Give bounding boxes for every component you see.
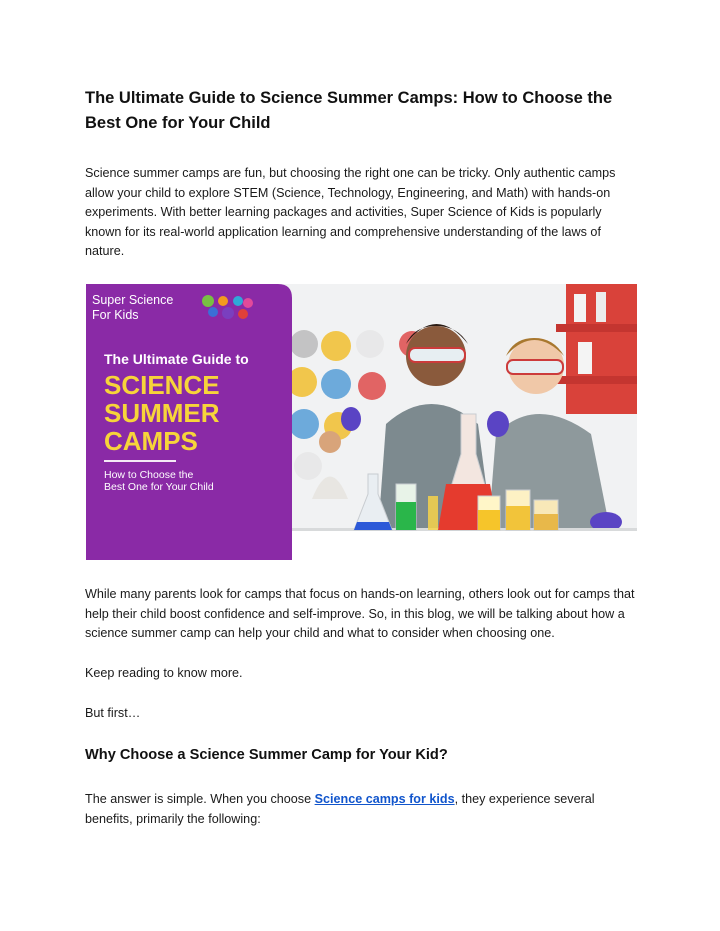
science-camps-link[interactable]: Science camps for kids xyxy=(314,792,455,806)
banner-brand-line2: For Kids xyxy=(92,308,139,322)
banner-big-line2: SUMMER xyxy=(104,398,220,428)
body-paragraph-4: But first… xyxy=(85,706,141,720)
hero-image xyxy=(86,284,637,560)
paragraph-5-text-after: , they experience several benefits, primarily the following: xyxy=(85,792,595,826)
banner-sub-line2: Best One for Your Child xyxy=(104,481,214,493)
body-paragraph-3: Keep reading to know more. xyxy=(85,666,243,680)
intro-paragraph: Science summer camps are fun, but choosing the right one can be tricky. Only authentic camps allow your child to explore STEM (Science, Technology, Engineering, and Math) with hands-on experiments. With better learning packages and activities, Super Science of Kids is popularly known for its real-world application learning and comprehensive understanding of the laws of nature. xyxy=(85,166,616,259)
paragraph-5-text-before: The answer is simple. When you choose xyxy=(85,792,315,806)
banner-big-line1: SCIENCE xyxy=(104,370,220,400)
page-title: The Ultimate Guide to Science Summer Camps: How to Choose the Best One for Your Child xyxy=(85,89,613,132)
banner-brand-line1: Super Science xyxy=(92,293,174,307)
body-paragraph-2: While many parents look for camps that focus on hands-on learning, others look out for camps that help their child boost confidence and self-improve. So, in this blog, we will be talking about how a science summer camp can help your child and what to consider when choosing one. xyxy=(85,587,635,641)
banner-big-line3: CAMPS xyxy=(104,426,198,456)
banner-guide-line: The Ultimate Guide to xyxy=(104,351,249,367)
banner-sub-line1: How to Choose the xyxy=(104,469,194,481)
body-paragraph-5 xyxy=(85,790,641,829)
section-heading: Why Choose a Science Summer Camp for Your Kid? xyxy=(85,747,448,763)
